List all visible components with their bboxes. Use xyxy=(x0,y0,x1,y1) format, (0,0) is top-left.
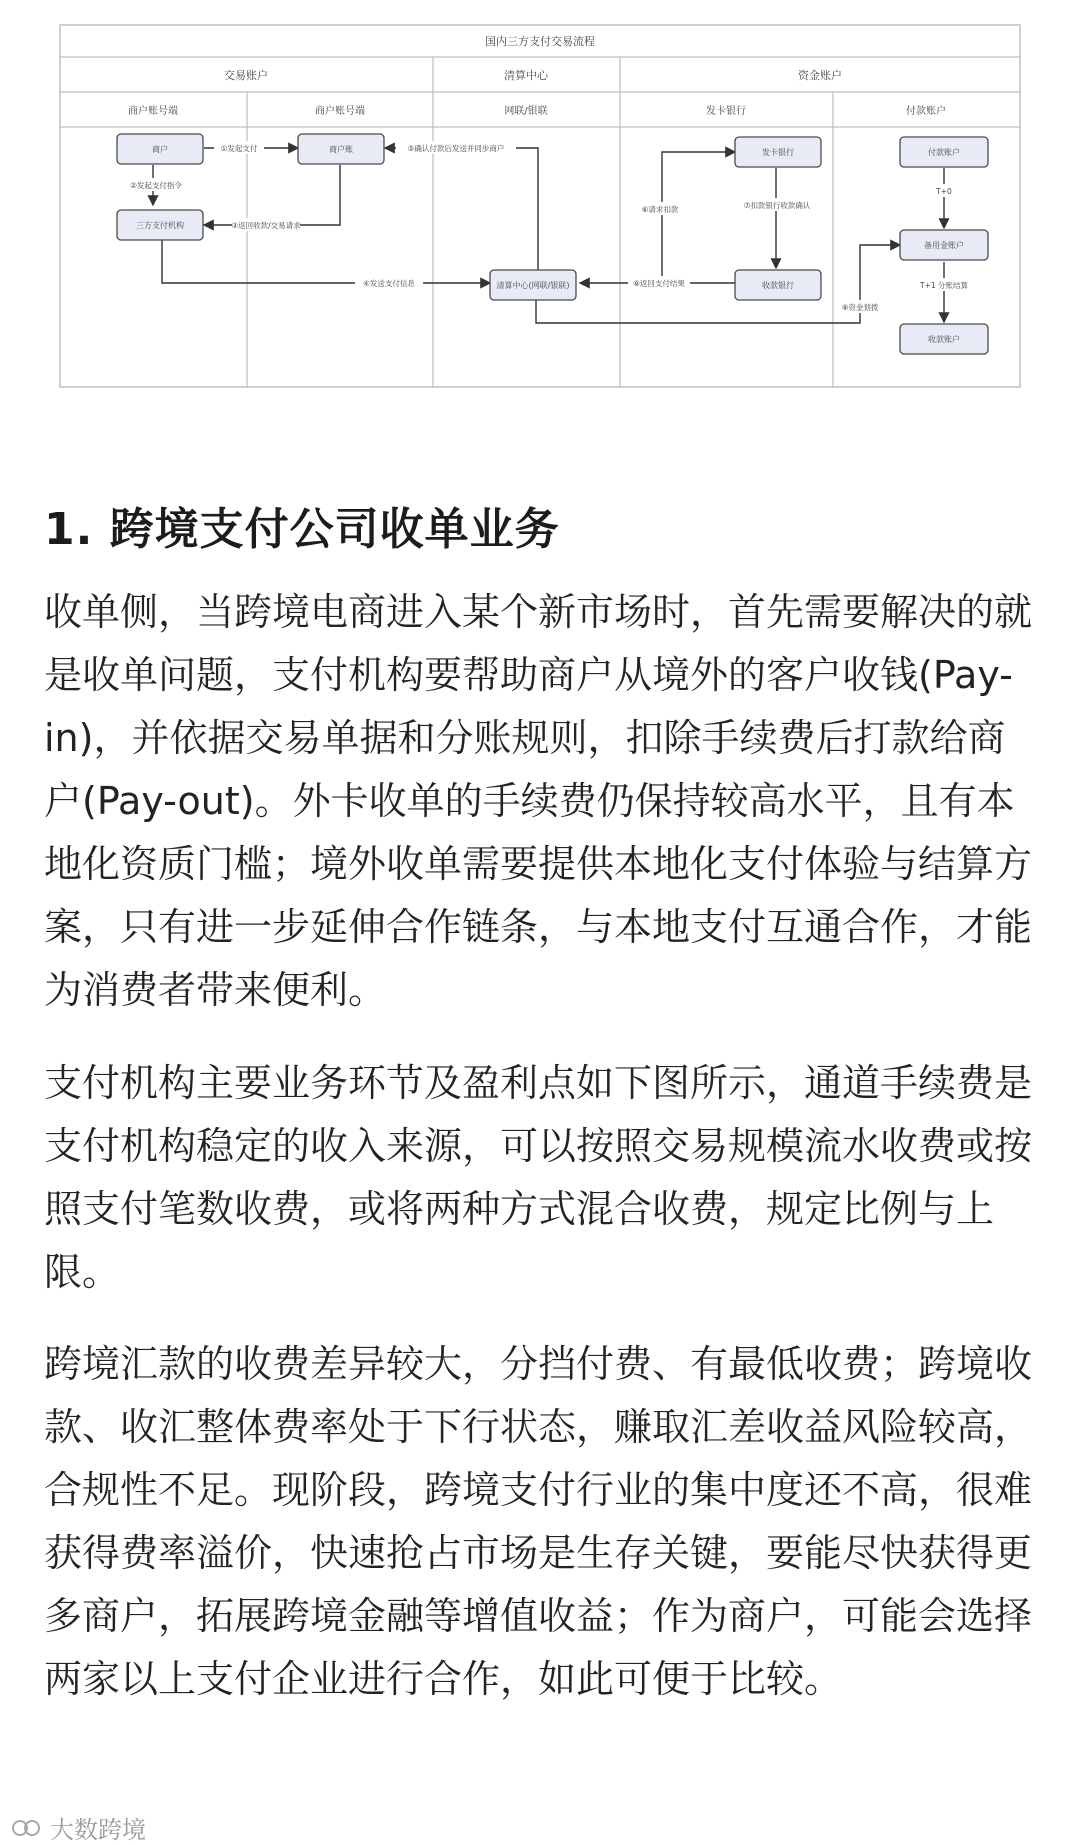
edge-label-7: ⑦扣款银行收款确认 xyxy=(743,201,811,210)
paragraph-3: 跨境汇款的收费差异较大，分挡付费、有最低收费；跨境收款、收汇整体费率处于下行状态，赚取汇差收益风险较高，合规性不足。现阶段，跨境支付行业的集中度还不高，很难获得费率溢价，快速抢占市场是生存关键，要能尽快获得更多商户，拓展跨境金融等增值收益；作为商户，可能会选择两家以上支付企业进行合作，如此可便于比较。 xyxy=(44,1342,1033,1701)
lane-label-1: 商户账号端 xyxy=(128,106,178,117)
node-holding-account-label: 备用金账户 xyxy=(924,241,964,250)
watermark-logo-icon xyxy=(10,1817,44,1839)
node-clearing-center-label: 清算中心(网联/银联) xyxy=(496,281,570,290)
edge-label-9: ⑨资金划拨 xyxy=(841,303,879,312)
paragraph-1: 收单侧，当跨境电商进入某个新市场时，首先需要解决的就是收单问题，支付机构要帮助商户从境外的客户收钱(Pay-in)，并依据交易单据和分账规则，扣除手续费后打款给商户(Pay-out)。外卡收单的手续费仍保持较高水平，且有本地化资质门槛；境外收单需要提供本地化支付体验与结算方案，只有进一步延伸合作链条，与本地支付互通合作，才能为消费者带来便利。 xyxy=(44,590,1033,1012)
edge-label-8: ⑧返回支付结果 xyxy=(633,279,685,288)
node-third-party-label: 三方支付机构 xyxy=(136,221,184,230)
lane-label-2: 商户账号端 xyxy=(315,106,365,117)
edge-label-3: ③返回收款/交易请求 xyxy=(231,221,301,230)
section-label-trade: 交易账户 xyxy=(224,69,268,82)
paragraph-2: 支付机构主要业务环节及盈利点如下图所示，通道手续费是支付机构稳定的收入来源，可以按照交易规模流水收费或按照支付笔数收费，或将两种方式混合收费，规定比例与上限。 xyxy=(44,1061,1033,1294)
watermark xyxy=(10,1810,146,1845)
section-label-clearing: 清算中心 xyxy=(504,69,548,82)
watermark-text: 大数跨境 xyxy=(50,1816,146,1844)
edge-label-6: ⑥请求扣款 xyxy=(641,205,679,214)
edge-label-5: ⑤确认付款后发送并同步商户 xyxy=(407,144,505,153)
node-issuing-bank-label: 发卡银行 xyxy=(762,148,794,157)
node-merchant-label: 商户 xyxy=(152,145,168,154)
node-payer-account-label: 付款账户 xyxy=(928,148,960,157)
edge-label-11: T+1 分账结算 xyxy=(919,281,969,290)
node-merchant-account-label: 商户账 xyxy=(329,145,353,154)
node-payee-account-label: 收款账户 xyxy=(928,335,960,344)
diagram-title: 国内三方支付交易流程 xyxy=(485,35,595,48)
payment-flow-diagram xyxy=(0,0,1080,400)
lane-label-4: 发卡银行 xyxy=(706,106,746,117)
edge-label-1: ①发起支付 xyxy=(220,144,258,153)
section-label-funds: 资金账户 xyxy=(798,69,842,82)
lane-label-5: 付款账户 xyxy=(906,106,946,117)
edge-label-4: ④发送支付信息 xyxy=(363,279,415,288)
edge-label-10: T+0 xyxy=(936,187,952,196)
section-heading: 1. 跨境支付公司收单业务 xyxy=(44,504,560,555)
edge-label-2: ②发起支付指令 xyxy=(130,181,182,190)
lane-label-3: 网联/银联 xyxy=(504,106,548,117)
node-collecting-bank-label: 收款银行 xyxy=(762,281,794,290)
